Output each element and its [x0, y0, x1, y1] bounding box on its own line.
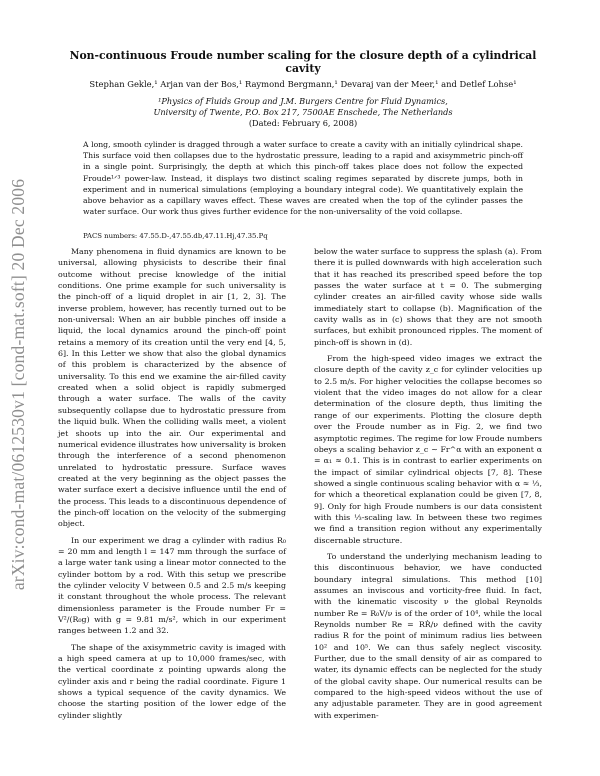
author-list: Stephan Gekle,¹ Arjan van der Bos,¹ Raymond Bergmann,¹ Devaraj van der Meer,¹ and Detlef Lohse¹ [89, 79, 517, 89]
affiliation [58, 96, 548, 118]
body-paragraph: The shape of the axisymmetric cavity is imaged with a high speed camera at up to 10,000 frames/sec, with the vertical coordinate z pointing upwards along the cylinder axis and r being the radial coordinate. Figure 1 shows a typical sequence of the cavity dynamics. We choose the starting position of the lower edge of the cylinder slightly [58, 642, 286, 720]
right-column [314, 246, 542, 721]
abstract: A long, smooth cylinder is dragged through a water surface to create a cavity with an initially cylindrical shape. This surface void then collapses due to the hydrostatic pressure, leading to a rapid and axisymmetric pinch-off in a single point. Surprisingly, the depth at which this pinch-off takes place does not follow the expected Froude¹ᐟ³ power-law. Instead, it displays two distinct scaling regimes separated by discrete jumps, both in experiment and in numerical simulations (employing a boundary integral code). We quantitatively explain the above behavior as a capillary waves effect. These waves are created when the top of the cylinder passes the water surface. Our work thus gives further evidence for the non-universality of the void collapse. [83, 140, 523, 217]
body-paragraph: From the high-speed video images we extract the closure depth of the cavity z_c for cylinder velocities up to 2.5 m/s. For higher velocities the collapse becomes so violent that the video images do not allow for a clear determination of the closure depth, thus limiting the range of our experiments. Plotting the closure depth over the Froude number as in Fig. 2, we find two asymptotic regimes. The regime for low Froude numbers obeys a scaling behavior z_c ∼ Fr^α with an exponent α = α₁ ≈ 0.1. This is in contrast to earlier experiments on the impact of similar cylindrical objects [7, 8]. These showed a single continuous scaling behavior with α ≈ ⅓, for which a theoretical explanation could be given [7, 8, 9]. Only for high Froude numbers is our data consistent with this ⅓-scaling law. In between these two regimes we find a transition region without any experimentally discernable structure. [314, 354, 542, 545]
affiliation-line: ¹Physics of Fluids Group and J.M. Burgers Centre for Fluid Dynamics, [158, 96, 448, 106]
body-paragraph: In our experiment we drag a cylinder with radius R₀ = 20 mm and length l = 147 mm through the surface of a large water tank using a linear motor connected to the cylinder bottom by a rod. With this setup we prescribe the cylinder velocity V between 0.5 and 2.5 m/s keeping it constant throughout the whole process. The relevant dimensionless parameter is the Froude number Fr = V²/(R₀g) with g = 9.81 m/s², which in our experiment ranges between 1.2 and 32. [58, 535, 286, 636]
left-column [58, 246, 286, 721]
arxiv-identifier: arXiv:cond-mat/0612530v1 [cond-mat.soft] 20 Dec 2006 [8, 178, 29, 590]
pacs-numbers: PACS numbers: 47.55.D-,47.55.db,47.11.Hj,47.35.Pq [83, 232, 268, 240]
body-paragraph: To understand the underlying mechanism leading to this discontinuous behavior, we have conducted boundary integral simulations. This method [10] assumes an inviscous and vorticity-free fluid. In fact, with the kinematic viscosity ν the global Reynolds number Re = R₀V/ν is of the order of 10⁴, while the local Reynolds number Re = RṘ/ν defined with the cavity radius R for the point of minimum radius lies between 10² and 10⁵. We can thus safely neglect viscosity. Further, due to the small density of air as compared to water, its dynamic effects can be neglected for the study of the global cavity shape. Our numerical results can be compared to the high-speed videos without the use of any adjustable parameter. They are in good agreement with experimen- [314, 551, 542, 720]
arxiv-stamp [4, 134, 34, 634]
paper-title: Non-continuous Froude number scaling for the closure depth of a cylindrical cavity [69, 49, 537, 75]
date-line: (Dated: February 6, 2008) [248, 118, 358, 128]
affiliation-line: University of Twente, P.O. Box 217, 7500AE Enschede, The Netherlands [153, 107, 453, 117]
body-paragraph: Many phenomena in fluid dynamics are known to be universal, allowing physicists to describe their final outcome without precise knowledge of the initial conditions. One prime example for such universality is the pinch-off of a liquid droplet in air [1, 2, 3]. The inverse problem, however, has recently turned out to be non-universal: When an air bubble pinches off inside a liquid, the local dynamics around the pinch-off point retains a memory of its creation until the very end [4, 5, 6]. In this Letter we show that also the global dynamics of this problem is characterized by the absence of universality. To this end we examine the air-filled cavity created when a solid object is rapidly submerged through a water surface. The walls of the cavity subsequently collapse due to hydrostatic pressure from the liquid bulk. When the colliding walls meet, a violent jet shoots up into the air. Our experimental and numerical evidence illustrates how universality is broken through the interference of a second phenomenon unrelated to hydrostatic pressure. Surface waves created at the very beginning as the object passes the water surface exert a decisive influence until the end of the process. This leads to a discontinuous dependence of the pinch-off location on the velocity of the submerging object. [58, 247, 287, 529]
body-paragraph: below the water surface to suppress the splash (a). From there it is pulled downwards with high acceleration such that it has reached its prescribed speed before the top passes the water surface at t = 0. The submerging cylinder creates an air-filled cavity whose side walls immediately start to collapse (b). Magnification of the cavity walls as in (c) shows that they are not smooth surfaces, but exhibit pronounced ripples. The moment of pinch-off is shown in (d). [314, 247, 542, 347]
